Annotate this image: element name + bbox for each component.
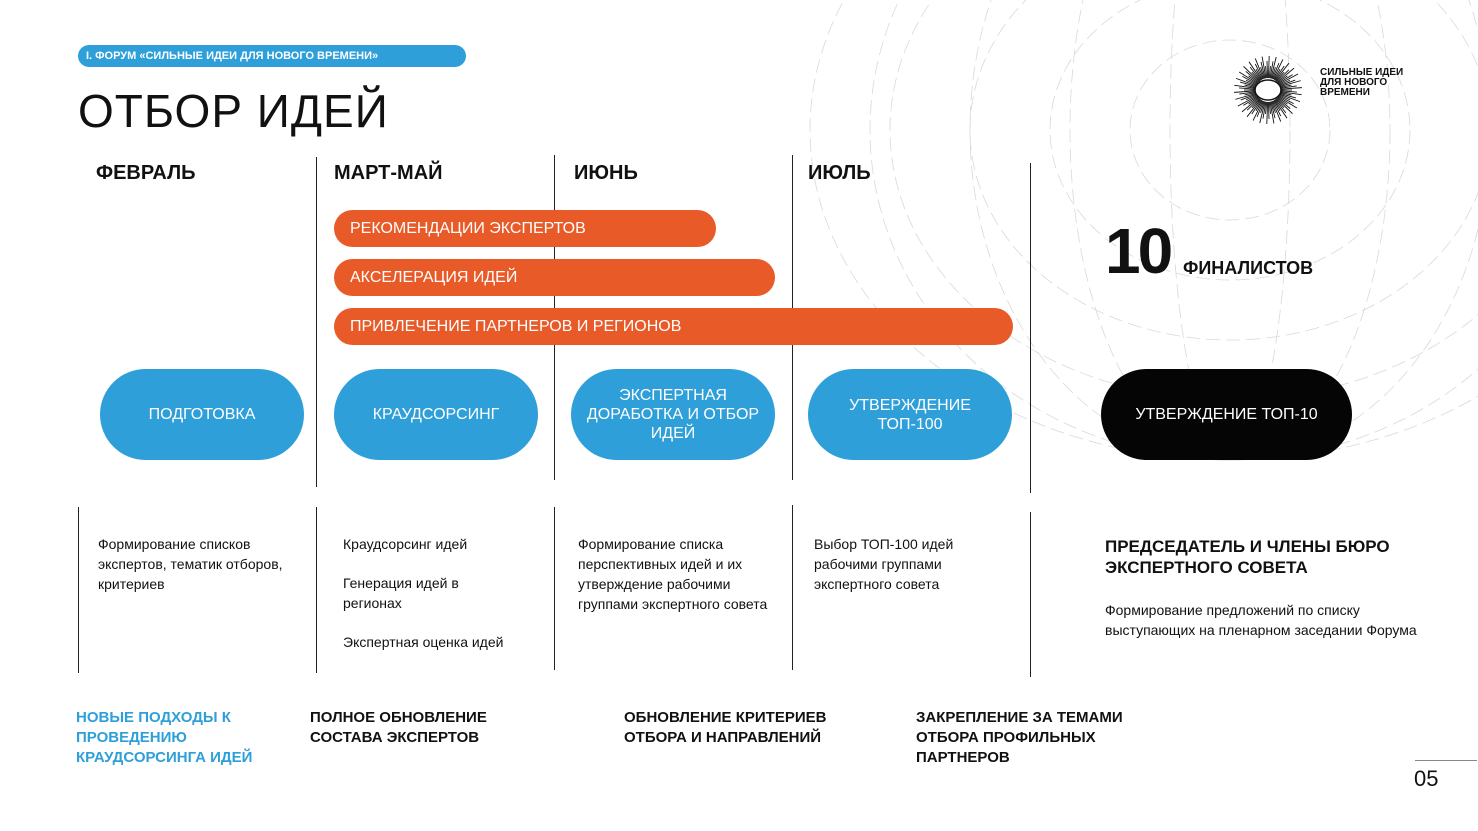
footer-note-criteria: ОБНОВЛЕНИЕ КРИТЕРИЕВ ОТБОРА И НАПРАВЛЕНИЙ — [624, 709, 827, 746]
logo-text — [1320, 68, 1440, 98]
footer-note-experts: ПОЛНОЕ ОБНОВЛЕНИЕ СОСТАВА ЭКСПЕРТОВ — [310, 709, 487, 746]
column-divider — [554, 507, 555, 670]
bar-ideas-acceleration: АКСЕЛЕРАЦИЯ ИДЕЙ — [334, 259, 775, 296]
stage-expert-review: ЭКСПЕРТНАЯ ДОРАБОТКА И ОТБОР ИДЕЙ — [571, 369, 775, 460]
month-july: ИЮЛЬ — [808, 162, 871, 184]
column-divider — [1030, 512, 1031, 677]
section-tag: I. ФОРУМ «СИЛЬНЫЕ ИДЕИ ДЛЯ НОВОГО ВРЕМЕНИ» — [78, 45, 466, 67]
logo-line: ДЛЯ НОВОГО — [1320, 77, 1388, 88]
stage-top10-approval: УТВЕРЖДЕНИЕ ТОП-10 — [1101, 369, 1352, 460]
description-item: Выбор ТОП-100 идей рабочими группами экспертного совета — [814, 536, 954, 592]
column-divider — [1030, 163, 1031, 493]
finalists-number: 10 — [1105, 215, 1171, 287]
description-item: Формирование списков экспертов, тематик отборов, критериев — [98, 536, 283, 592]
column-divider — [316, 507, 317, 673]
stage-preparation: ПОДГОТОВКА — [100, 369, 304, 460]
page-title: ОТБОР ИДЕЙ — [78, 85, 389, 137]
description-february — [98, 534, 298, 594]
sunburst-logo-icon — [1228, 50, 1308, 130]
description-june — [578, 534, 778, 614]
page-number-rule — [1415, 760, 1477, 761]
description-item: Экспертная оценка идей — [343, 634, 504, 650]
column-divider — [316, 157, 317, 487]
description-item: Генерация идей в регионах — [343, 575, 459, 611]
description-july — [814, 534, 1004, 594]
stage-top100-approval: УТВЕРЖДЕНИЕ ТОП-100 — [808, 369, 1012, 460]
description-march-may — [343, 534, 543, 652]
finalists-label: ФИНАЛИСТОВ — [1183, 258, 1314, 278]
logo-line: СИЛЬНЫЕ ИДЕИ — [1320, 67, 1404, 78]
bar-expert-recommendations: РЕКОМЕНДАЦИИ ЭКСПЕРТОВ — [334, 210, 716, 247]
logo-line: ВРЕМЕНИ — [1320, 87, 1370, 98]
footer-note-partners: ЗАКРЕПЛЕНИЕ ЗА ТЕМАМИ ОТБОРА ПРОФИЛЬНЫХ ПАРТНЕРОВ — [916, 709, 1123, 766]
column-divider — [792, 505, 793, 670]
month-march-may: МАРТ-МАЙ — [334, 162, 443, 184]
chair-title: ПРЕДСЕДАТЕЛЬ И ЧЛЕНЫ БЮРО ЭКСПЕРТНОГО СОВЕТА — [1105, 537, 1390, 577]
stage-crowdsourcing: КРАУДСОРСИНГ — [334, 369, 538, 460]
month-june: ИЮНЬ — [574, 162, 638, 184]
page-number: 05 — [1414, 766, 1439, 791]
footer-note-crowdsourcing: НОВЫЕ ПОДХОДЫ К ПРОВЕДЕНИЮ КРАУДСОРСИНГА ИДЕЙ — [76, 709, 253, 766]
column-divider — [78, 507, 79, 673]
bar-partners-regions: ПРИВЛЕЧЕНИЕ ПАРТНЕРОВ И РЕГИОНОВ — [334, 308, 1013, 345]
description-item: Краудсорсинг идей — [343, 536, 468, 552]
month-february: ФЕВРАЛЬ — [96, 162, 196, 184]
chair-description: Формирование предложений по списку выступающих на пленарном заседании Форума — [1105, 602, 1417, 638]
description-item: Формирование списка перспективных идей и их утверждение рабочими группами экспертного совета — [578, 536, 768, 612]
